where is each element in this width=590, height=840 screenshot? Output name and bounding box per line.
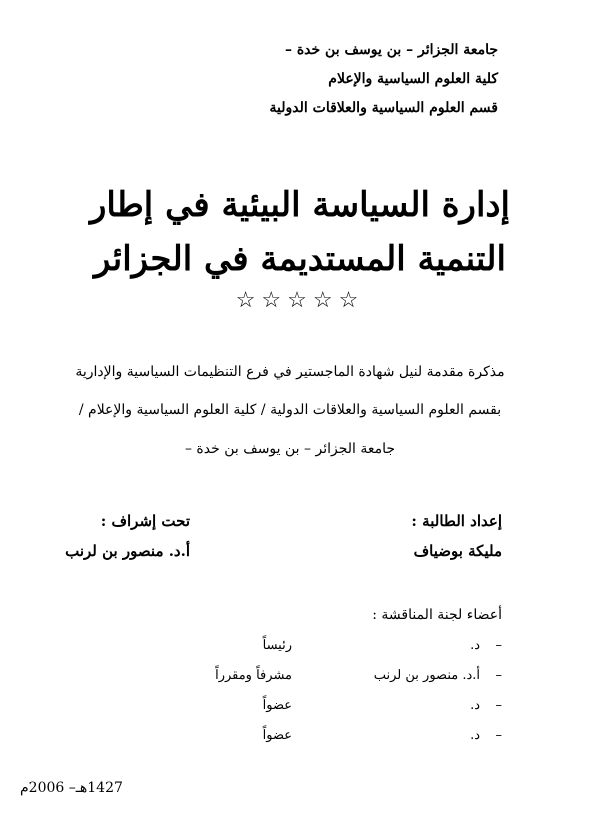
student-label: إعداد الطالبة : [411, 512, 502, 530]
member-name: د. [470, 638, 480, 653]
committee-member [172, 668, 502, 698]
date-line: 1427هـ– 2006م [20, 780, 123, 796]
member-role: رئيساً [262, 638, 292, 653]
supervisor-name: أ.د. منصور بن لرنب [65, 542, 190, 560]
committee-heading: أعضاء لجنة المناقشة : [372, 607, 502, 623]
member-name: أ.د. منصور بن لرنب [373, 668, 480, 683]
committee-member [172, 638, 502, 668]
committee-block [172, 604, 502, 758]
stars-ornament: ☆☆☆☆☆ [235, 288, 365, 313]
student-block [411, 506, 502, 566]
department-name: قسم العلوم السياسية والعلاقات الدولية [269, 100, 498, 116]
student-name: مليكة بوضياف [413, 542, 502, 560]
member-name: د. [470, 728, 480, 743]
description-line-2: بقسم العلوم السياسية والعلاقات الدولية / كلية العلوم السياسية والإعلام / [78, 402, 502, 418]
supervisor-block [30, 506, 190, 566]
member-role: عضواً [262, 728, 292, 743]
faculty-name: كلية العلوم السياسية والإعلام [328, 71, 498, 87]
university-name: جامعة الجزائر – بن يوسف بن خدة – [284, 42, 498, 58]
member-dash: – [495, 638, 502, 653]
committee-member [172, 728, 502, 758]
member-name: د. [470, 698, 480, 713]
description-line-1: مذكرة مقدمة لنيل شهادة الماجستير في فرع التنظيمات السياسية والإدارية [75, 364, 505, 380]
title-line-2: التنمية المستديمة في الجزائر [93, 239, 506, 279]
description-line-3: جامعة الجزائر – بن يوسف بن خدة – [184, 441, 396, 457]
thesis-title [60, 178, 540, 286]
institution-header [168, 36, 498, 123]
member-role: عضواً [262, 698, 292, 713]
member-dash: – [495, 668, 502, 683]
member-role: مشرفاً ومقرراً [215, 668, 292, 683]
committee-member [172, 698, 502, 728]
member-dash: – [495, 728, 502, 743]
title-line-1: إدارة السياسة البيئية في إطار [89, 185, 511, 225]
supervisor-label: تحت إشراف : [100, 512, 190, 530]
member-dash: – [495, 698, 502, 713]
